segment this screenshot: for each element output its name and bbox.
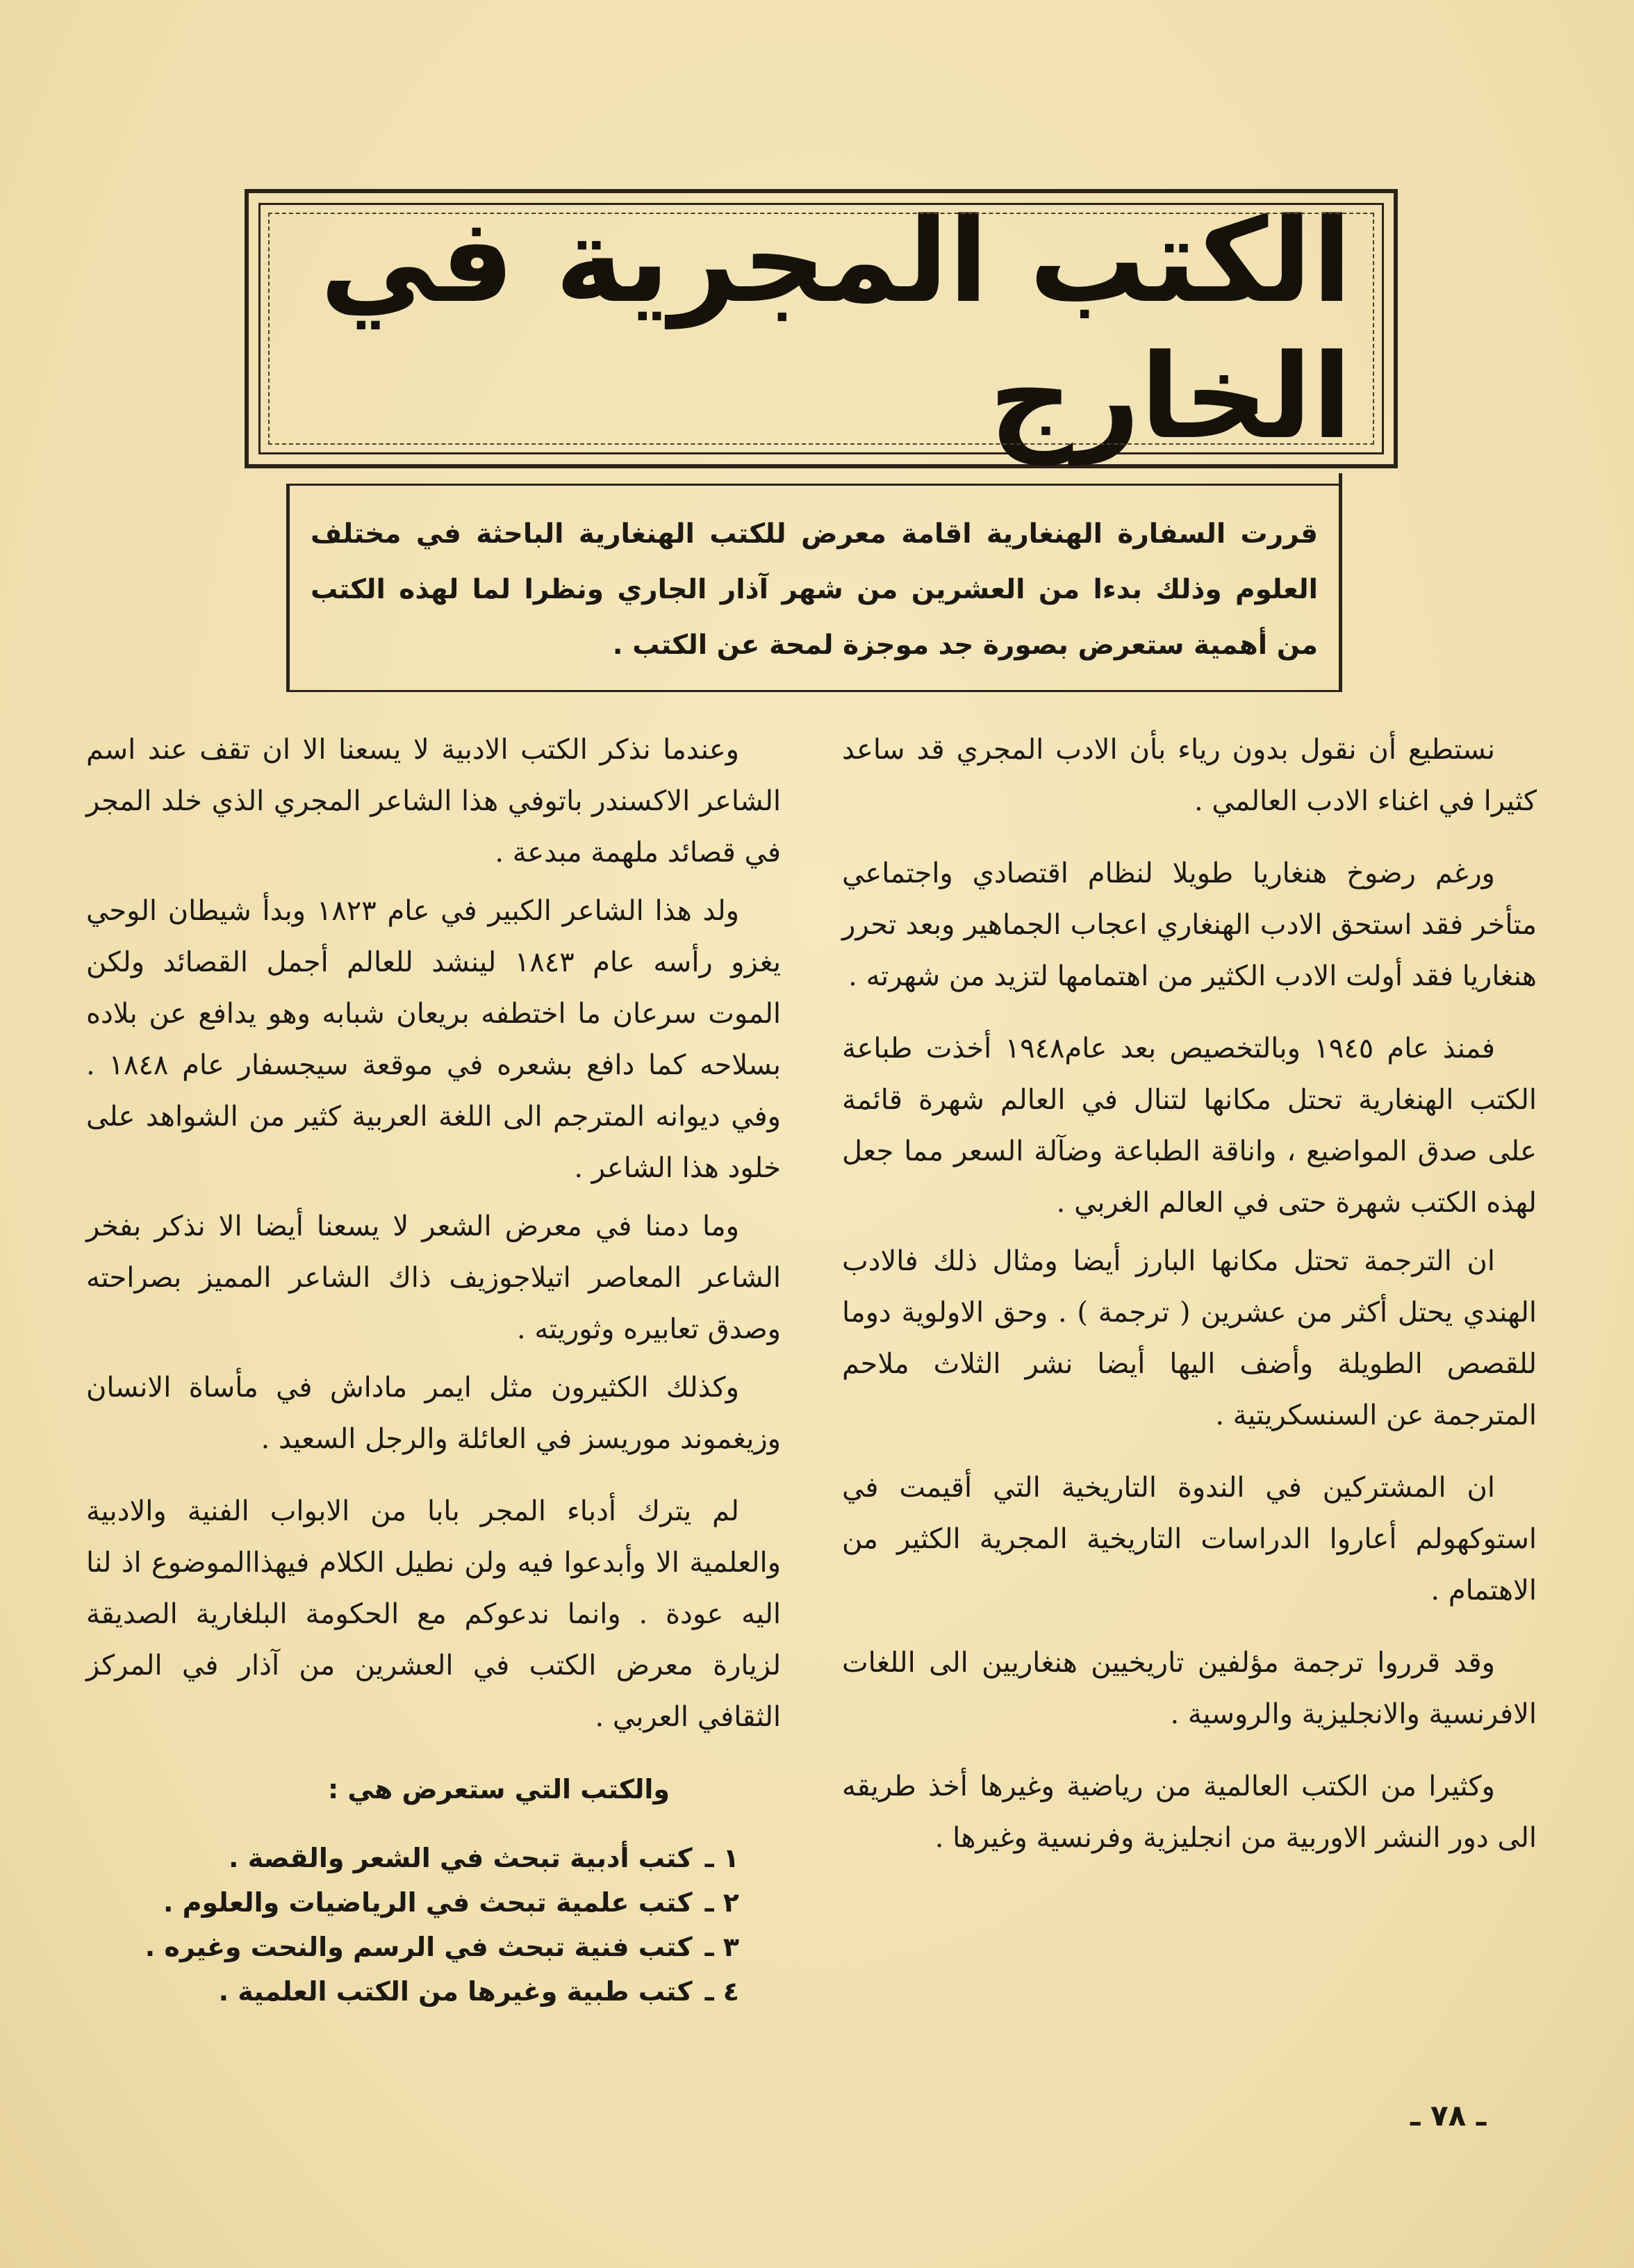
paragraph: ورغم رضوخ هنغاريا طويلا لنظام اقتصادي واجتماعي متأخر فقد استحق الادب الهنغاري اعجاب الجماهير وبعد تحرر هنغاريا فقد أولت الادب الكثير من اهتمامها لتزيد من شهرته . — [842, 857, 1537, 992]
paragraph: وكذلك الكثيرون مثل ايمر ماداش في مأساة الانسان وزيغموند موريسز في العائلة والرجل السعيد . — [86, 1372, 781, 1455]
list-item-number: ٢ ـ — [704, 1887, 739, 1918]
list-item — [86, 1969, 739, 2014]
paragraph: وعندما نذكر الكتب الادبية لا يسعنا الا ان تقف عند اسم الشاعر الاكسندر باتوفي هذا الشاعر المجري الذي خلد المجر في قصائد ملهمة مبدعة . — [86, 734, 781, 869]
list-item — [86, 1880, 739, 1925]
paragraph: وقد قرروا ترجمة مؤلفين تاريخيين هنغاريين الى اللغات الافرنسية والانجليزية والروسية . — [842, 1647, 1537, 1730]
list-item — [86, 1836, 739, 1880]
page-number: ـ ٧٨ ـ — [1410, 2098, 1487, 2133]
list-item-text: كتب أدبية تبحث في الشعر والقصة . — [229, 1843, 693, 1873]
paragraph: ان الترجمة تحتل مكانها البارز أيضا ومثال ذلك فالادب الهندي يحتل أكثر من عشرين ( ترجمة ) . وحق الاولوية دوما للقصص الطويلة وأضف اليها أيضا نشر الثلاث ملاحم المترجمة عن السنسكريتية . — [842, 1245, 1537, 1431]
paragraph: لم يترك أدباء المجر بابا من الابواب الفنية والادبية والعلمية الا وأبدعوا فيه ولن نطيل الكلام فيهذاالموضوع اذ لنا اليه عودة . وانما ندعوكم مع الحكومة البلغارية الصديقة لزيارة معرض الكتب في العشرين من آذار في المركز الثقافي العربي . — [86, 1495, 781, 1733]
list-item-text: كتب فنية تبحث في الرسم والنحت وغيره . — [145, 1932, 693, 1962]
paragraph: فمنذ عام ١٩٤٥ وبالتخصيص بعد عام١٩٤٨ أخذت طباعة الكتب الهنغارية تحتل مكانها لتنال في العالم شهرة قائمة على صدق المواضيع ، واناقة الطباعة وضآلة السعر مما جعل لهذه الكتب شهرة حتى في العالم الغربي . — [842, 1033, 1537, 1219]
title-frame — [245, 189, 1398, 468]
paragraph: وكثيرا من الكتب العالمية من رياضية وغيرها أخذ طريقه الى دور النشر الاوربية من انجليزية وفرنسية وغيرها . — [842, 1770, 1537, 1854]
books-list — [86, 1836, 781, 2014]
list-item-number: ٣ ـ — [704, 1932, 739, 1962]
intro-box: قررت السفارة الهنغارية اقامة معرض للكتب الهنغارية الباحثة في مختلف العلوم وذلك بدءا من العشرين من شهر آذار الجاري ونظرا لما لهذه الكتب من أهمية ستعرض بصورة جد موجزة لمحة عن الكتب . — [286, 484, 1342, 692]
paragraph: نستطيع أن نقول بدون رياء بأن الادب المجري قد ساعد كثيرا في اغناء الادب العالمي . — [842, 734, 1537, 817]
paragraph: ولد هذا الشاعر الكبير في عام ١٨٢٣ وبدأ شيطان الوحي يغزو رأسه عام ١٨٤٣ لينشد للعالم أجمل القصائد ولكن الموت سرعان ما اختطفه بريعان شبابه وهو يدافع عن بلاده بسلاحه كما دافع بشعره في موقعة سيجسفار عام ١٨٤٨ . وفي ديوانه المترجم الى اللغة العربية كثير من الشواهد على خلود هذا الشاعر . — [86, 895, 781, 1184]
list-item-number: ٤ ـ — [704, 1976, 739, 2007]
article-title: الكتب المجرية في الخارج — [320, 192, 1352, 465]
left-column — [86, 724, 781, 2014]
paragraph: وما دمنا في معرض الشعر لا يسعنا أيضا الا نذكر بفخر الشاعر المعاصر اتيلاجوزيف ذاك الشاعر المميز بصراحته وصدق تعابيره وثوريته . — [86, 1210, 781, 1345]
list-item — [86, 1925, 739, 1969]
paragraph: ان المشتركين في الندوة التاريخية التي أقيمت في استوكهولم أعاروا الدراسات التاريخية المجرية الكثير من الاهتمام . — [842, 1472, 1537, 1606]
right-column — [842, 724, 1537, 1884]
books-heading: والكتب التي ستعرض هي : — [328, 1774, 670, 1805]
list-item-text: كتب طبية وغيرها من الكتب العلمية . — [218, 1976, 693, 2007]
list-item-number: ١ ـ — [704, 1843, 739, 1873]
list-item-text: كتب علمية تبحث في الرياضيات والعلوم . — [163, 1887, 693, 1918]
